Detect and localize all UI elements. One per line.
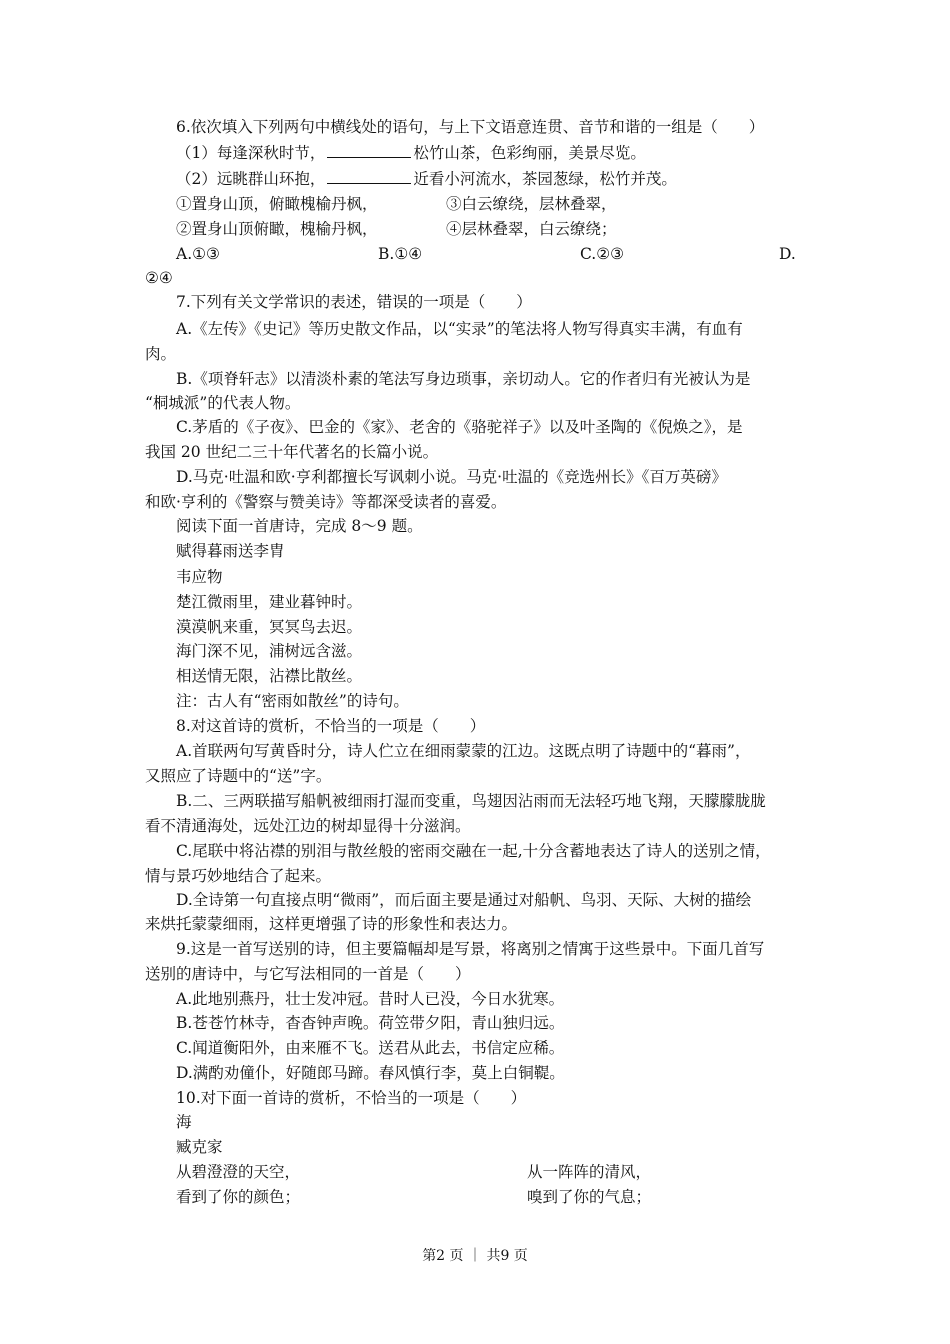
q6-choice-d-label: D.: [779, 245, 796, 263]
q6-sentence-2: [176, 168, 677, 190]
q9-stem-line2: 送别的唐诗中，与它写法相同的一首是（ ）: [145, 965, 471, 983]
q6-choice-c: C.②③: [580, 245, 625, 263]
q8-stem: 8.对这首诗的赏析，不恰当的一项是（ ）: [176, 717, 486, 735]
q9-option-b: B.苍苍竹林寺，杳杳钟声晚。荷笠带夕阳，青山独归远。: [176, 1014, 565, 1032]
q7-option-a-line2: 肉。: [145, 345, 177, 363]
q7-option-b-line2: “桐城派”的代表人物。: [145, 394, 301, 412]
q6-sentence-1: [176, 142, 646, 164]
q9-option-d: D.满酌劝僮仆，好随郎马蹄。春风慎行李，莫上白铜鞮。: [176, 1064, 565, 1082]
q6-stem: 6.依次填入下列两句中横线处的语句，与上下文语意连贯、音节和谐的一组是（ ）: [176, 118, 765, 136]
q6-choice-d-value: ②④: [145, 269, 173, 287]
q8-option-c-line2: 情与景巧妙地结合了起来。: [145, 867, 332, 885]
q10-poem-line-2b: 嗅到了你的气息；: [527, 1188, 652, 1206]
poem-title: 赋得暮雨送李胄: [176, 542, 285, 560]
q6-option-3: ③白云缭绕，层林叠翠，: [446, 195, 617, 213]
page-footer: 第2 页 ｜ 共9 页: [422, 1248, 528, 1264]
q6-option-1: ①置身山顶，俯瞰槐榆丹枫，: [176, 195, 378, 213]
q10-poem-line-1b: 从一阵阵的清风，: [527, 1163, 652, 1181]
poem-intro: 阅读下面一首唐诗，完成 8～9 题。: [176, 517, 423, 535]
poem-line-2: 漠漠帆来重，冥冥鸟去迟。: [176, 618, 363, 636]
poem-note: 注：古人有“密雨如散丝”的诗句。: [176, 692, 409, 710]
q8-option-b-line1: B.二、三两联描写船帆被细雨打湿而变重，鸟翅因沾雨而无法轻巧地飞翔，天朦朦胧胧: [176, 792, 766, 810]
q10-poem-line-2a: 看到了你的颜色；: [176, 1188, 301, 1206]
q6-blank-1: [327, 143, 411, 158]
q6-blank-2: [327, 169, 411, 184]
q6-option-4: ④层林叠翠，白云缭绕；: [446, 220, 617, 238]
q6-s1-post: 松竹山茶，色彩绚丽，美景尽览。: [413, 144, 646, 162]
q7-option-c-line1: C.茅盾的《子夜》、巴金的《家》、老舍的《骆驼祥子》以及叶圣陶的《倪焕之》，是: [176, 418, 743, 436]
q6-s2-pre: （2）远眺群山环抱，: [176, 170, 326, 188]
q7-stem: 7.下列有关文学常识的表述，错误的一项是（ ）: [176, 293, 532, 311]
q10-stem: 10.对下面一首诗的赏析，不恰当的一项是（ ）: [176, 1089, 527, 1107]
poem-line-3: 海门深不见，浦树远含滋。: [176, 642, 363, 660]
q10-poem-author: 臧克家: [176, 1138, 223, 1156]
q7-option-c-line2: 我国 20 世纪二三十年代著名的长篇小说。: [145, 443, 439, 461]
q7-option-a-line1: A.《左传》《史记》等历史散文作品，以“实录”的笔法将人物写得真实丰满，有血有: [176, 320, 743, 338]
q6-s2-post: 近看小河流水，茶园葱绿，松竹并茂。: [413, 170, 677, 188]
poem-author: 韦应物: [176, 568, 223, 586]
q9-option-a: A.此地别燕丹，壮士发冲冠。昔时人已没，今日水犹寒。: [176, 990, 565, 1008]
q9-stem-line1: 9.这是一首写送别的诗，但主要篇幅却是写景，将离别之情寓于这些景中。下面几首写: [176, 940, 765, 958]
q8-option-a-line2: 又照应了诗题中的“送”字。: [145, 767, 332, 785]
q6-choice-a: A.①③: [176, 245, 220, 263]
q8-option-d-line2: 来烘托蒙蒙细雨，这样更增强了诗的形象性和表达力。: [145, 915, 518, 933]
q6-choice-b: B.①④: [378, 245, 423, 263]
poem-line-1: 楚江微雨里，建业暮钟时。: [176, 593, 363, 611]
poem-line-4: 相送情无限，沾襟比散丝。: [176, 667, 363, 685]
q8-option-c-line1: C.尾联中将沾襟的别泪与散丝般的密雨交融在一起,十分含蓄地表达了诗人的送别之情，: [176, 842, 771, 860]
q6-option-2: ②置身山顶俯瞰，槐榆丹枫，: [176, 220, 378, 238]
q10-poem-title: 海: [176, 1113, 192, 1131]
q7-option-b-line1: B.《项脊轩志》以清淡朴素的笔法写身边琐事，亲切动人。它的作者归有光被认为是: [176, 370, 751, 388]
q8-option-b-line2: 看不清通海处，远处江边的树却显得十分滋润。: [145, 817, 471, 835]
q7-option-d-line1: D.马克·吐温和欧·亨利都擅长写讽刺小说。马克·吐温的《竞选州长》《百万英磅》: [176, 468, 727, 486]
q9-option-c: C.闻道衡阳外，由来雁不飞。送君从此去，书信定应稀。: [176, 1039, 565, 1057]
q6-s1-pre: （1）每逢深秋时节，: [176, 144, 326, 162]
q8-option-d-line1: D.全诗第一句直接点明“微雨”，而后面主要是通过对船帆、鸟羽、天际、大树的描绘: [176, 891, 752, 909]
q10-poem-line-1a: 从碧澄澄的天空，: [176, 1163, 301, 1181]
q8-option-a-line1: A.首联两句写黄昏时分，诗人伫立在细雨蒙蒙的江边。这既点明了诗题中的“暮雨”，: [176, 742, 751, 760]
q7-option-d-line2: 和欧·亨利的《警察与赞美诗》等都深受读者的喜爱。: [145, 493, 507, 511]
